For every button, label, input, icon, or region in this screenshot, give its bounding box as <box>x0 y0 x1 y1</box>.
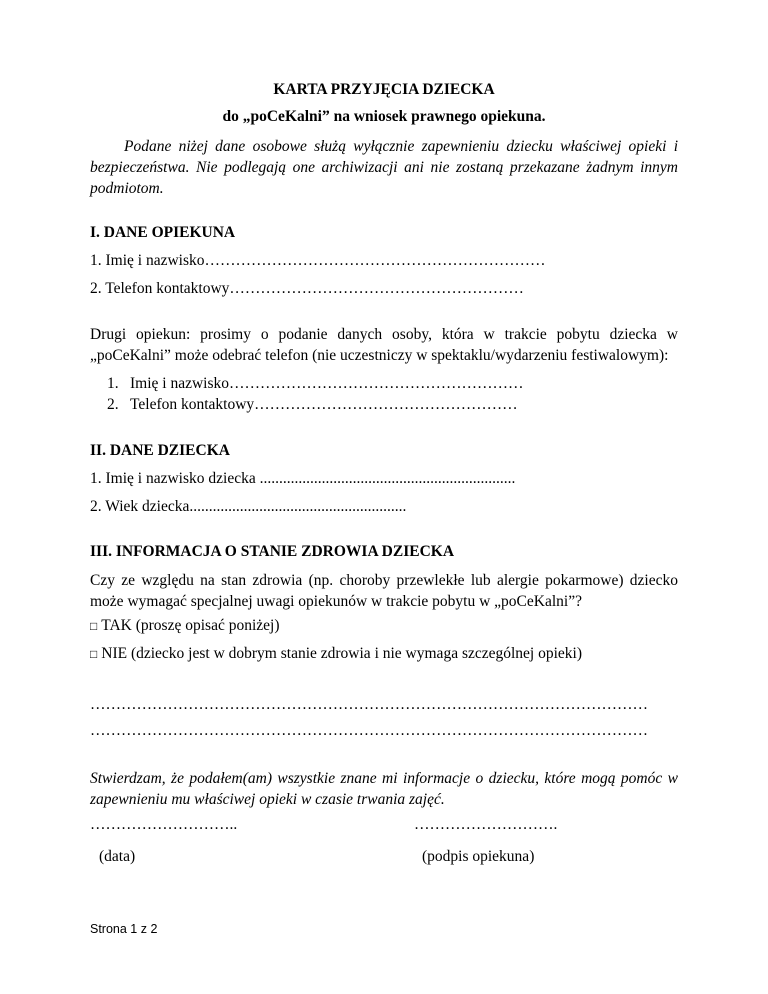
section-guardian-heading: I. DANE OPIEKUNA <box>90 224 236 241</box>
intro-text: Podane niżej dane osobowe służą wyłącznie zapewnieniu dziecku właściwej opieki i bezpieczeństwa. Nie podlegają one archiwizacji ani nie zostaną przekazane żadnym innym podmiotom. <box>90 138 678 197</box>
guardian-phone-field[interactable]: 2. Telefon kontaktowy………………………………………………… <box>90 280 524 297</box>
child-name-field[interactable]: 1. Imię i nazwisko dziecka .................................................................. <box>90 470 516 487</box>
intro-paragraph <box>90 136 678 199</box>
date-label: (data) <box>99 848 136 865</box>
option-no[interactable] <box>90 645 582 663</box>
health-notes-line-2[interactable]: ……………………………………………………………………………………………… <box>90 722 648 739</box>
checkbox-no-icon[interactable]: □ <box>90 647 98 661</box>
second-guardian-phone-field[interactable] <box>107 396 518 414</box>
option-yes-label: TAK (proszę opisać poniżej) <box>101 617 280 634</box>
list-number: 1. <box>107 375 119 392</box>
section-child-heading: II. DANE DZIECKA <box>90 442 230 459</box>
option-no-label: NIE (dziecko jest w dobrym stanie zdrowia i nie wymaga szczególnej opieki) <box>101 645 583 662</box>
option-yes[interactable] <box>90 617 280 635</box>
health-question: Czy ze względu na stan zdrowia (np. choroby przewlekłe lub alergie pokarmowe) dziecko może wymagać specjalnej uwagi opiekunów w trakcie pobytu w „poCeKalni”? <box>90 572 678 610</box>
declaration-statement: Stwierdzam, że podałem(am) wszystkie znane mi informacje o dziecku, które mogą pomóc w zapewnieniu mu właściwej opieki w czasie trwania zajęć. <box>90 770 678 808</box>
signature-field[interactable]: ………………………. <box>414 816 558 833</box>
signature-label: (podpis opiekuna) <box>422 848 535 865</box>
date-field[interactable]: ……………………….. <box>90 816 238 833</box>
list-number: 2. <box>107 396 119 413</box>
document-subtitle: do „poCeKalni” na wniosek prawnego opiekuna. <box>222 108 546 125</box>
child-age-field[interactable]: 2. Wiek dziecka........................................................ <box>90 498 407 515</box>
document-title: KARTA PRZYJĘCIA DZIECKA <box>273 81 495 98</box>
page-number: Strona 1 z 2 <box>90 922 158 936</box>
second-guardian-name-text: Imię i nazwisko………………………………………………… <box>130 375 524 392</box>
second-guardian-text: Drugi opiekun: prosimy o podanie danych osoby, która w trakcie pobytu dziecka w „poCeKalni” może odebrać telefon (nie uczestniczy w spektaklu/wydarzeniu festiwalowym): <box>90 326 678 364</box>
checkbox-yes-icon[interactable]: □ <box>90 619 98 633</box>
health-notes-line-1[interactable]: ……………………………………………………………………………………………… <box>90 696 648 713</box>
guardian-name-field[interactable]: 1. Imię i nazwisko………………………………………………………… <box>90 252 546 269</box>
second-guardian-phone-text: Telefon kontaktowy…………………………………………… <box>130 396 518 413</box>
section-health-heading: III. INFORMACJA O STANIE ZDROWIA DZIECKA <box>90 543 455 560</box>
second-guardian-name-field[interactable] <box>107 375 524 393</box>
